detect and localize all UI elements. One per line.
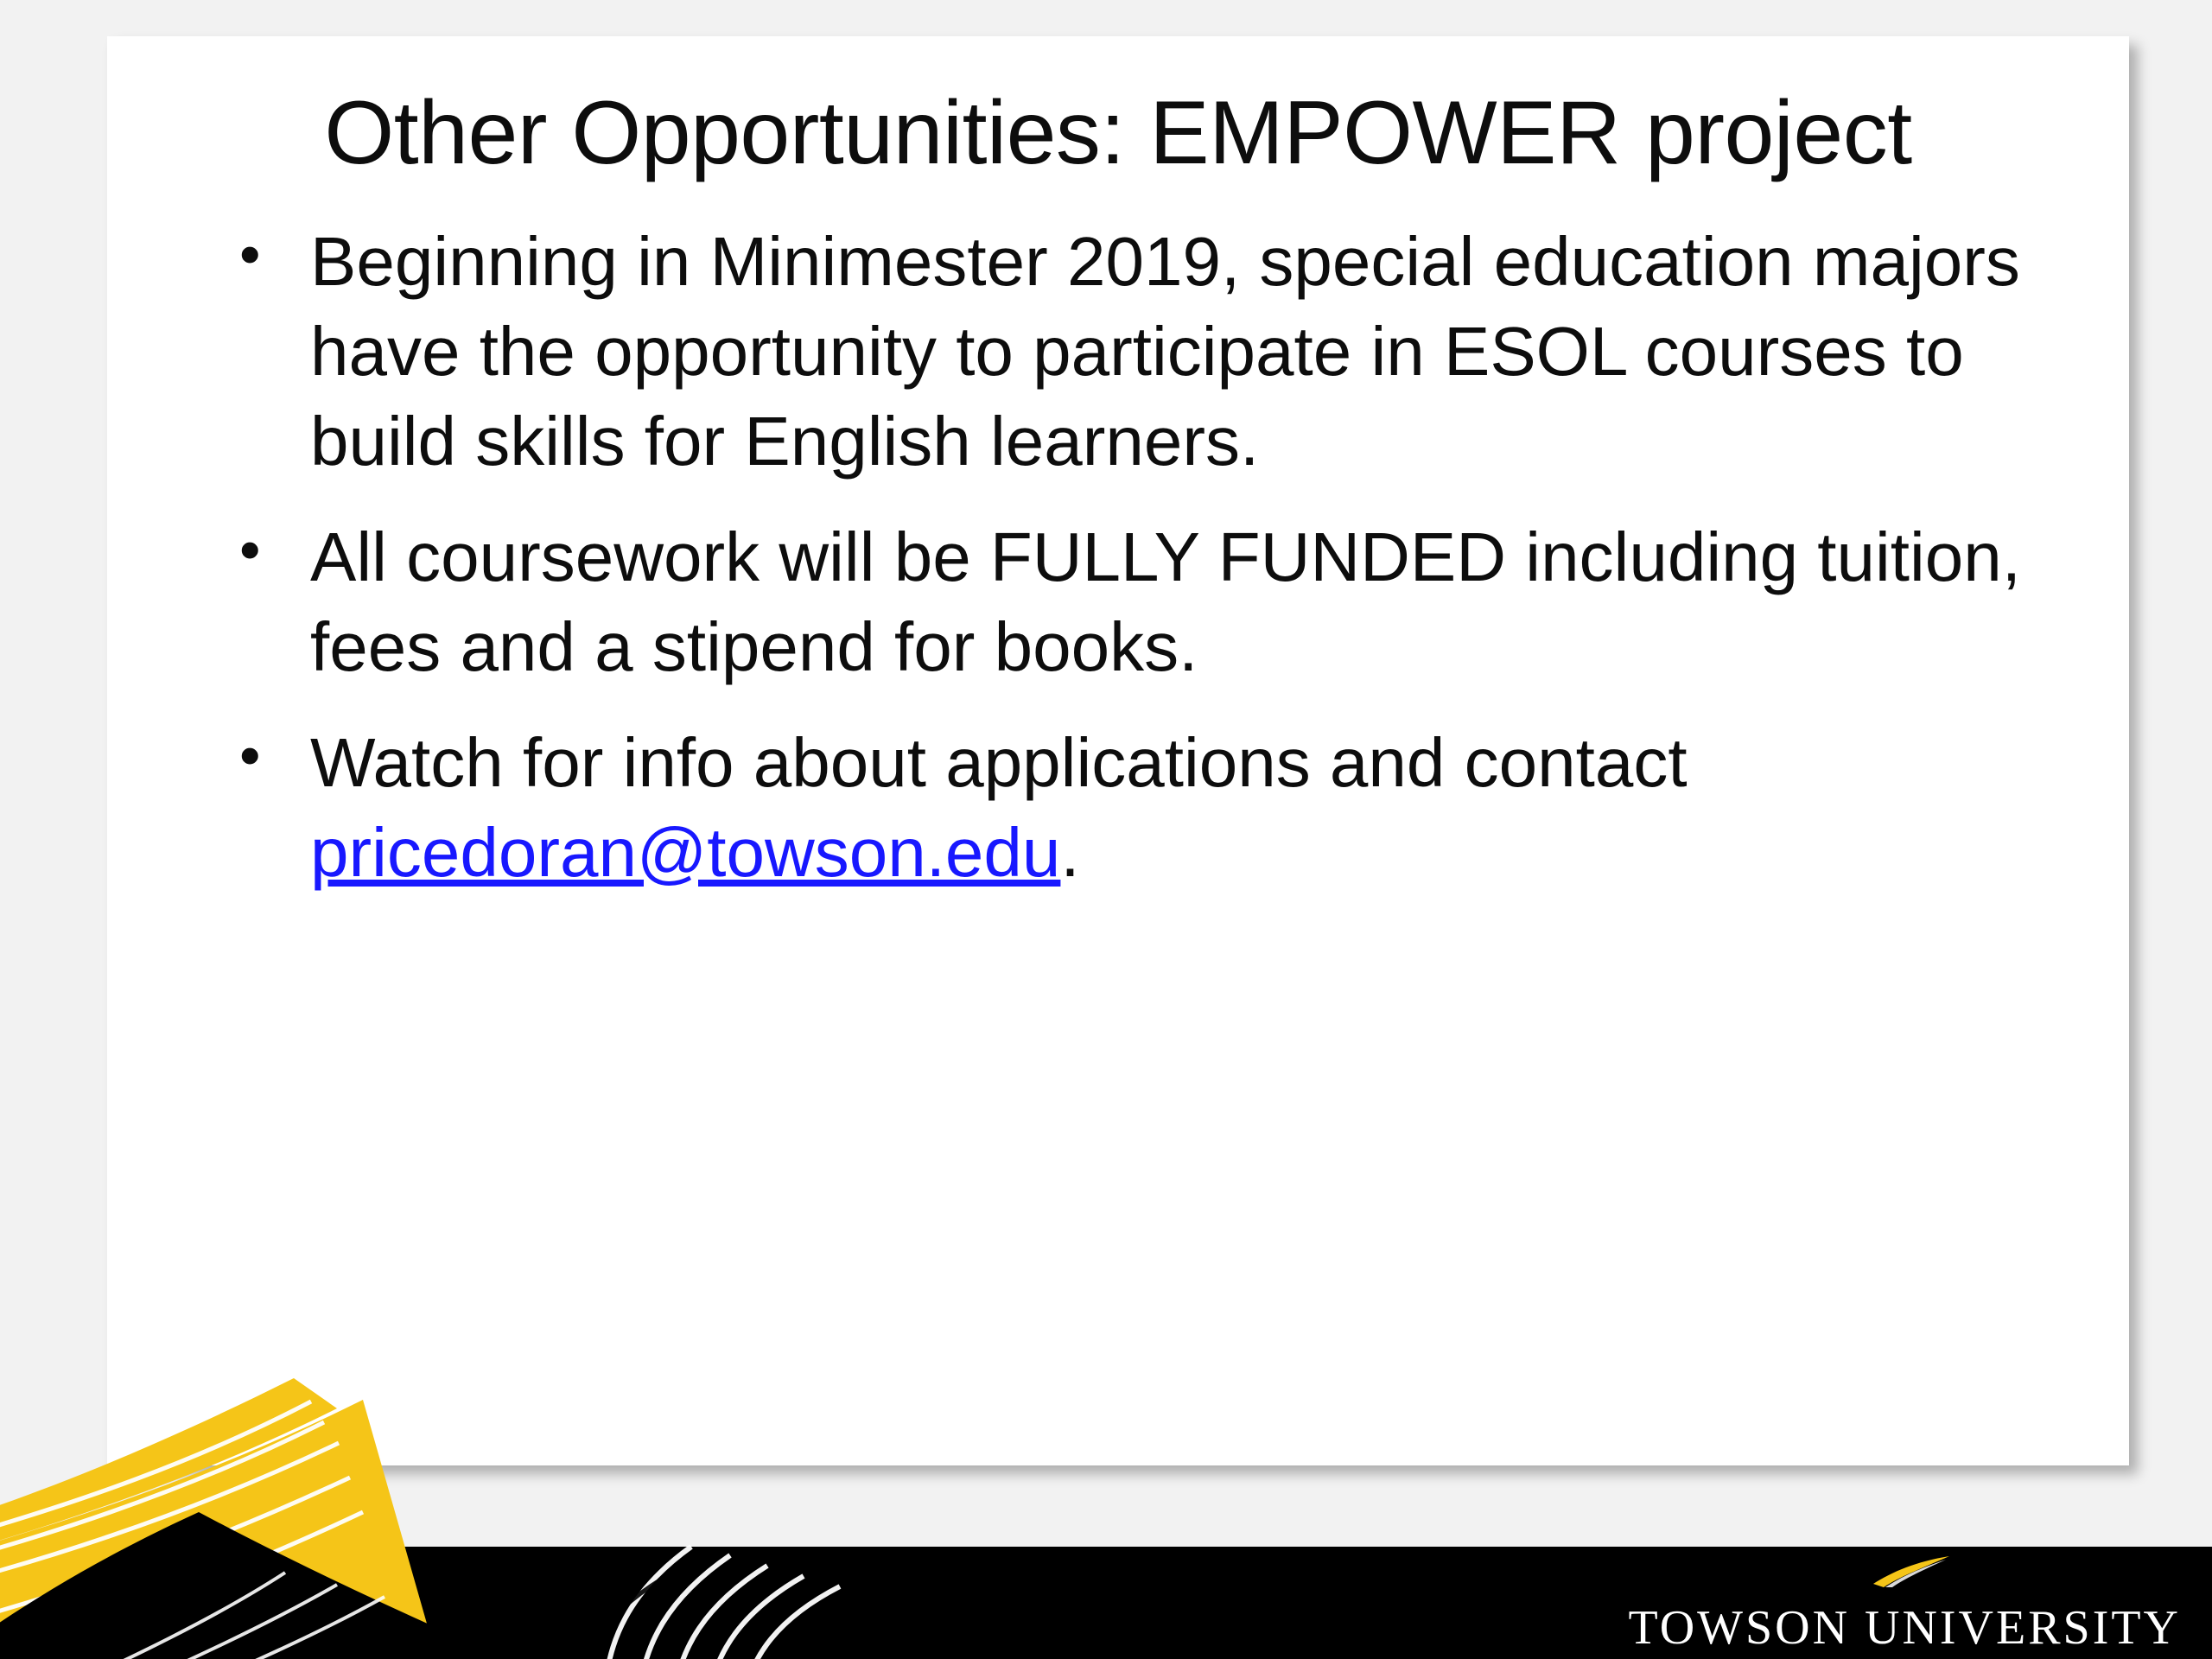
bullet-text: All coursework will be FULLY FUNDED including tuition, fees and a stipend for books. (310, 518, 2021, 685)
email-link[interactable]: pricedoran@towson.edu (310, 813, 1061, 891)
towson-logo-mark (1870, 1554, 1953, 1593)
bullet-list (107, 217, 2129, 898)
towson-university-wordmark (1628, 1601, 2182, 1655)
bullet-text: Beginning in Minimester 2019, special education majors have the opportunity to participate in ESOL courses to build skills for English learners. (310, 222, 2020, 480)
wordmark-text: TOWSON UNIVERSITY (1628, 1601, 2181, 1655)
list-item (224, 217, 2025, 486)
slide-content-card (107, 36, 2129, 1465)
page-title: Other Opportunities: EMPOWER project (324, 83, 1912, 183)
bullet-text: Watch for info about applications and contact (310, 723, 1688, 801)
list-item (224, 718, 2025, 898)
bullet-text-end: . (1060, 813, 1080, 891)
list-item (224, 512, 2025, 692)
